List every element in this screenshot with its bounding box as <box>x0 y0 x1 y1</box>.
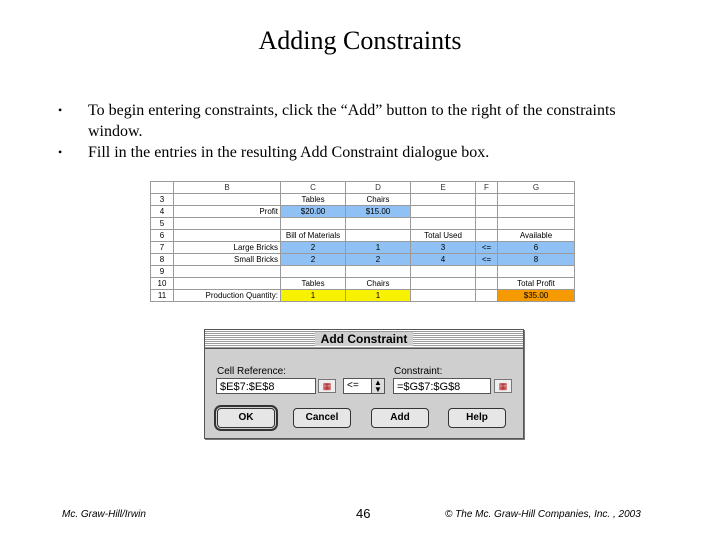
cell-G6[interactable]: Available <box>498 230 575 242</box>
cell-F11[interactable] <box>476 290 498 302</box>
dialog-title: Add Constraint <box>315 332 414 346</box>
cell-E5[interactable] <box>411 218 476 230</box>
row-number[interactable]: 6 <box>151 230 174 242</box>
row-number[interactable]: 11 <box>151 290 174 302</box>
dialog-title-bar[interactable] <box>205 330 523 349</box>
cell-G4[interactable] <box>498 206 575 218</box>
cell-B7[interactable]: Large Bricks <box>174 242 281 254</box>
help-button[interactable]: Help <box>448 408 506 428</box>
cell-reference-input[interactable]: $E$7:$E$8 <box>216 378 316 394</box>
column-header[interactable]: C <box>281 182 346 194</box>
cell-D4[interactable]: $15.00 <box>346 206 411 218</box>
cell-reference-label: Cell Reference: <box>217 366 286 377</box>
table-row <box>151 290 575 302</box>
bullet-item <box>58 142 658 163</box>
bullet-text: Fill in the entries in the resulting Add Constraint dialogue box. <box>88 144 490 161</box>
cell-C10[interactable]: Tables <box>281 278 346 290</box>
cell-C7[interactable]: 2 <box>281 242 346 254</box>
column-header-row <box>151 182 575 194</box>
cell-E3[interactable] <box>411 194 476 206</box>
cell-picker-icon[interactable]: ▦ <box>494 379 512 393</box>
cell-E6[interactable]: Total Used <box>411 230 476 242</box>
cell-B10[interactable] <box>174 278 281 290</box>
cell-G3[interactable] <box>498 194 575 206</box>
cell-D5[interactable] <box>346 218 411 230</box>
row-number[interactable]: 9 <box>151 266 174 278</box>
cell-B9[interactable] <box>174 266 281 278</box>
bullet-item <box>58 100 658 142</box>
stepper-arrows-icon[interactable]: ▲ ▼ <box>371 379 384 393</box>
cell-C8[interactable]: 2 <box>281 254 346 266</box>
cell-F7[interactable]: <= <box>476 242 498 254</box>
table-row <box>151 206 575 218</box>
cell-E10[interactable] <box>411 278 476 290</box>
column-header[interactable]: F <box>476 182 498 194</box>
row-number[interactable]: 5 <box>151 218 174 230</box>
column-header[interactable]: E <box>411 182 476 194</box>
cell-C9[interactable] <box>281 266 346 278</box>
cell-C3[interactable]: Tables <box>281 194 346 206</box>
cell-D8[interactable]: 2 <box>346 254 411 266</box>
bullet-glyph: • <box>58 145 63 159</box>
corner-cell <box>151 182 174 194</box>
cell-B8[interactable]: Small Bricks <box>174 254 281 266</box>
cell-G11[interactable]: $35.00 <box>498 290 575 302</box>
cell-F3[interactable] <box>476 194 498 206</box>
row-number[interactable]: 3 <box>151 194 174 206</box>
cell-E4[interactable] <box>411 206 476 218</box>
cell-E9[interactable] <box>411 266 476 278</box>
cell-D9[interactable] <box>346 266 411 278</box>
table-row <box>151 242 575 254</box>
cancel-button[interactable]: Cancel <box>293 408 351 428</box>
column-header[interactable]: D <box>346 182 411 194</box>
cell-D6[interactable] <box>346 230 411 242</box>
cell-D7[interactable]: 1 <box>346 242 411 254</box>
cell-G9[interactable] <box>498 266 575 278</box>
cell-G7[interactable]: 6 <box>498 242 575 254</box>
cell-D3[interactable]: Chairs <box>346 194 411 206</box>
bullet-glyph: • <box>58 103 63 117</box>
cell-G5[interactable] <box>498 218 575 230</box>
cell-picker-icon[interactable]: ▦ <box>318 379 336 393</box>
cell-G10[interactable]: Total Profit <box>498 278 575 290</box>
table-row <box>151 230 575 242</box>
row-number[interactable]: 10 <box>151 278 174 290</box>
bullet-list <box>58 100 658 163</box>
operator-value: <= <box>347 380 359 391</box>
add-button[interactable]: Add <box>371 408 429 428</box>
cell-C5[interactable] <box>281 218 346 230</box>
cell-B6[interactable] <box>174 230 281 242</box>
operator-select[interactable] <box>343 378 385 394</box>
row-number[interactable]: 7 <box>151 242 174 254</box>
bullet-text: To begin entering constraints, click the “Add” button to the right of the constraints window. <box>88 102 616 140</box>
footer-publisher: Mc. Graw-Hill/Irwin <box>62 509 146 520</box>
cell-F6[interactable] <box>476 230 498 242</box>
cell-C11[interactable]: 1 <box>281 290 346 302</box>
cell-E11[interactable] <box>411 290 476 302</box>
table-row <box>151 278 575 290</box>
table-row <box>151 254 575 266</box>
cell-F4[interactable] <box>476 206 498 218</box>
cell-F9[interactable] <box>476 266 498 278</box>
cell-D11[interactable]: 1 <box>346 290 411 302</box>
table-row <box>151 218 575 230</box>
cell-C4[interactable]: $20.00 <box>281 206 346 218</box>
page-number: 46 <box>356 506 371 521</box>
cell-C6[interactable]: Bill of Materials <box>281 230 346 242</box>
footer-copyright: © The Mc. Graw-Hill Companies, Inc. , 2003 <box>445 509 641 520</box>
column-header[interactable]: B <box>174 182 281 194</box>
constraint-input[interactable]: =$G$7:$G$8 <box>393 378 491 394</box>
cell-G8[interactable]: 8 <box>498 254 575 266</box>
constraint-label: Constraint: <box>394 366 443 377</box>
cell-B4[interactable]: Profit <box>174 206 281 218</box>
row-number[interactable]: 4 <box>151 206 174 218</box>
add-constraint-dialog <box>204 329 524 439</box>
ok-button[interactable]: OK <box>217 408 275 428</box>
cell-E8[interactable]: 4 <box>411 254 476 266</box>
slide-title: Adding Constraints <box>258 26 462 55</box>
cell-E7[interactable]: 3 <box>411 242 476 254</box>
column-header[interactable]: G <box>498 182 575 194</box>
cell-F5[interactable] <box>476 218 498 230</box>
row-number[interactable]: 8 <box>151 254 174 266</box>
cell-D10[interactable]: Chairs <box>346 278 411 290</box>
table-row <box>151 194 575 206</box>
table-row <box>151 266 575 278</box>
cell-B11[interactable]: Production Quantity: <box>174 290 281 302</box>
cell-B5[interactable] <box>174 218 281 230</box>
spreadsheet <box>150 181 575 302</box>
cell-F8[interactable]: <= <box>476 254 498 266</box>
cell-B3[interactable] <box>174 194 281 206</box>
cell-F10[interactable] <box>476 278 498 290</box>
